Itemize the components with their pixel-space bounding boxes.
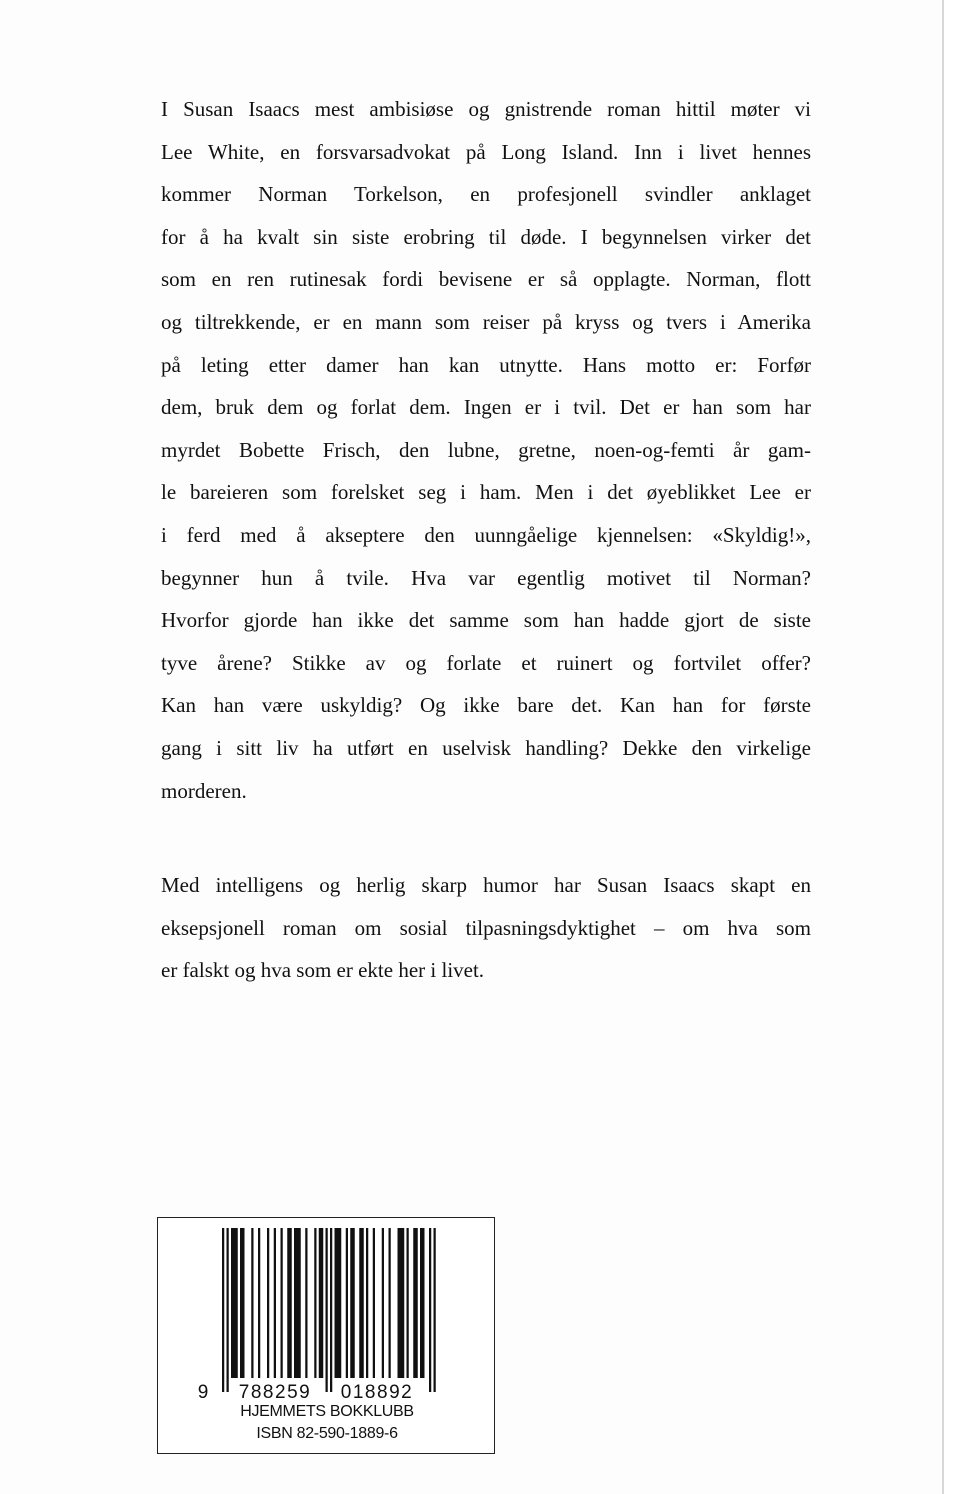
blurb-line: er falskt og hva som er ekte her i livet. — [161, 958, 485, 983]
barcode-bar — [326, 1228, 328, 1392]
barcode-lead-digit: 9 — [197, 1382, 209, 1403]
blurb-line: kommer Norman Torkelson, en profesjonell svindler anklaget — [161, 182, 811, 207]
barcode-bar — [407, 1228, 409, 1378]
barcode-bar — [413, 1228, 418, 1378]
barcode-bar — [305, 1228, 307, 1378]
blurb-line: Kan han være uskyldig? Og ikke bare det. Kan han for første — [161, 693, 811, 718]
barcode-bar — [227, 1228, 229, 1392]
barcode-bar — [373, 1228, 375, 1378]
cover-edge — [942, 0, 960, 1494]
blurb-line: Med intelligens og herlig skarp humor har Susan Isaacs skapt en — [161, 873, 811, 897]
barcode-bar — [294, 1228, 301, 1378]
barcode-bar — [281, 1228, 283, 1378]
barcode-box — [157, 1217, 495, 1454]
barcode-bar — [240, 1228, 245, 1378]
blurb-line: på leting etter damer han kan utnytte. Hans motto er: Forfør — [161, 352, 811, 377]
barcode-bar — [434, 1228, 436, 1392]
barcode-bar — [231, 1228, 238, 1378]
blurb-line: og tiltrekkende, er en mann som reiser på kryss og tvers i Amerika — [161, 309, 811, 334]
barcode-bar — [330, 1228, 332, 1392]
blurb-line: Lee White, en forsvarsadvokat på Long Island. Inn i livet hennes — [161, 139, 811, 164]
blurb-paragraph-1 — [161, 88, 811, 812]
barcode-bar — [319, 1228, 324, 1378]
barcode-right-digits: 018892 — [340, 1382, 414, 1403]
blurb-line: myrdet Bobette Frisch, den lubne, gretne, noen-og-femti år gam- — [161, 437, 811, 462]
barcode-bar — [359, 1228, 364, 1378]
barcode-bar — [366, 1228, 368, 1378]
barcode-bar — [314, 1228, 316, 1378]
barcode-bar — [222, 1228, 224, 1392]
blurb-line: le bareieren som forelsket seg i ham. Men i det øyeblikket Lee er — [161, 480, 811, 505]
blurb-line: for å ha kvalt sin siste erobring til døde. I begynnelsen virker det — [161, 224, 811, 249]
barcode-bar — [389, 1228, 391, 1378]
barcode-bar — [267, 1228, 269, 1378]
blurb-line: morderen. — [161, 778, 247, 803]
barcode-bars — [222, 1228, 436, 1392]
barcode-bar — [335, 1228, 342, 1378]
barcode-bar — [346, 1228, 348, 1378]
blurb-line: i ferd med å akseptere den uunngåelige kjennelsen: «Skyldig!», — [161, 522, 811, 547]
blurb-line: begynner hun å tvile. Hva var egentlig motivet til Norman? — [161, 565, 811, 590]
barcode-bar — [398, 1228, 405, 1378]
blurb-paragraph-2 — [161, 864, 811, 992]
barcode-bar — [287, 1228, 292, 1378]
blurb-line: gang i sitt liv ha utført en uselvisk handling? Dekke den virkelige — [161, 735, 811, 760]
barcode-bar — [350, 1228, 355, 1378]
blurb-line: som en ren rutinesak fordi bevisene er så opplagte. Norman, flott — [161, 267, 811, 292]
blurb-line: eksepsjonell roman om sosial tilpasningsdyktighet – om hva som — [161, 915, 811, 940]
blurb-line: tyve årene? Stikke av og forlate et ruinert og fortvilet offer? — [161, 650, 811, 675]
isbn-number: ISBN 82-590-1889-6 — [256, 1425, 398, 1442]
blurb-line: Hvorfor gjorde han ikke det samme som han hadde gjort de siste — [161, 608, 811, 633]
barcode-bar — [251, 1228, 253, 1378]
barcode-left-digits: 788259 — [238, 1382, 312, 1403]
barcode-bar — [258, 1228, 260, 1378]
barcode-bar — [382, 1228, 384, 1378]
blurb-line: dem, bruk dem og forlat dem. Ingen er i tvil. Det er han som har — [161, 395, 811, 420]
publisher-name: HJEMMETS BOKKLUBB — [240, 1403, 414, 1420]
barcode-bar — [420, 1228, 425, 1378]
barcode-bar — [274, 1228, 276, 1378]
barcode-bar — [429, 1228, 431, 1392]
ean-barcode — [158, 1218, 496, 1403]
blurb-line: I Susan Isaacs mest ambisiøse og gnistrende roman hittil møter vi — [161, 97, 811, 121]
